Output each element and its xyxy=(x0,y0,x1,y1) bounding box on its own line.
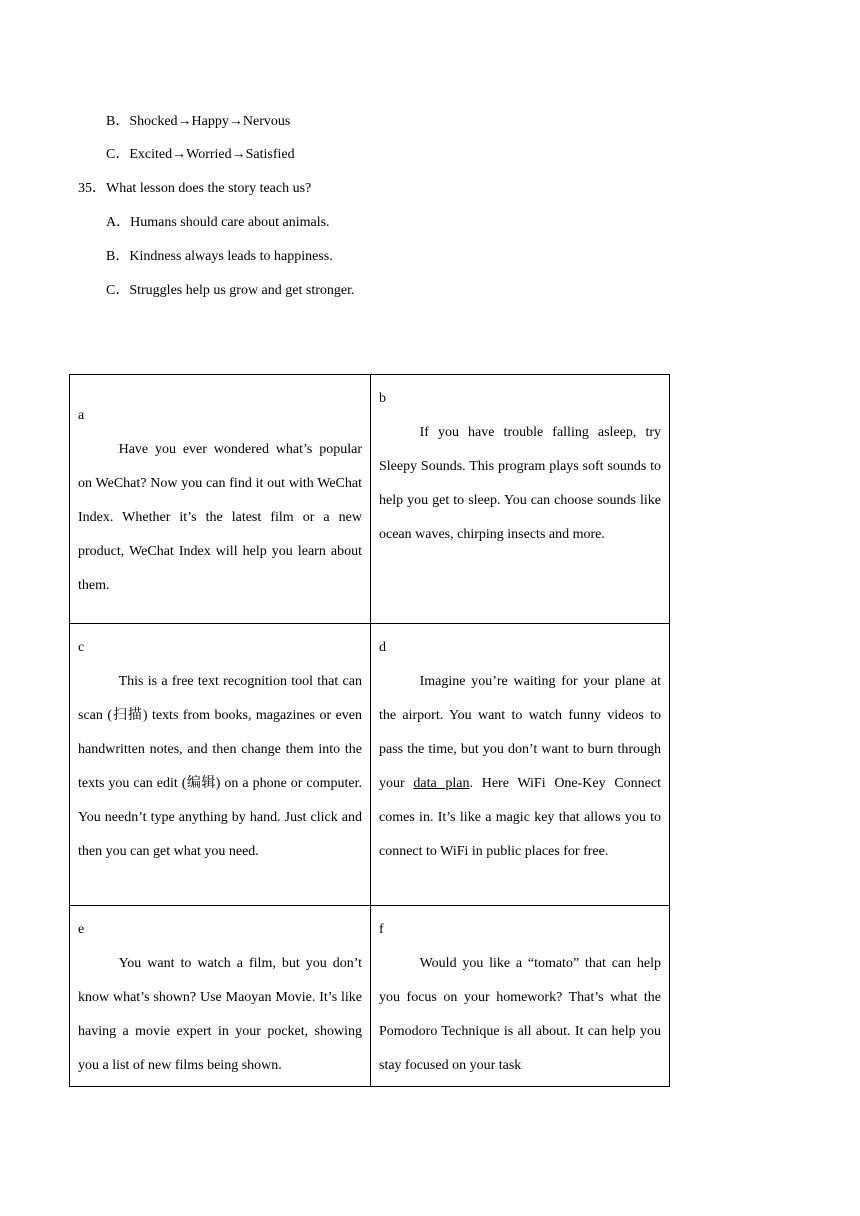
q35-option-c: C．Struggles help us grow and get stronger. xyxy=(106,283,355,298)
cell-a xyxy=(70,375,371,624)
cell-letter: e xyxy=(78,922,85,937)
cell-e-text: You want to watch a film, but you don’t know what’s shown? Use Maoyan Movie. It’s like having a movie expert in your pocket, showing you a list of new films being shown. xyxy=(78,956,362,1073)
cell-d-text xyxy=(379,665,661,869)
cell-letter: f xyxy=(379,922,384,937)
cell-e xyxy=(70,906,371,1087)
cell-c-text: This is a free text recognition tool that can scan (扫描) texts from books, magazines or even handwritten notes, and then change them into the texts you can edit (编辑) on a phone or computer. You needn’t type anything by hand. Just click and then you can get what you need. xyxy=(78,674,362,859)
q35-stem: 35．What lesson does the story teach us? xyxy=(78,181,312,196)
cell-letter: a xyxy=(78,408,85,423)
cell-a-text: Have you ever wondered what’s popular on WeChat? Now you can find it out with WeChat Index. Whether it’s the latest film or a new product, WeChat Index will help you learn about them. xyxy=(78,442,362,593)
cell-letter: b xyxy=(379,391,386,406)
cell-f xyxy=(371,906,670,1087)
cell-b xyxy=(371,375,670,624)
q34-option-b: B．Shocked→Happy→Nervous xyxy=(106,114,291,129)
cell-letter: d xyxy=(379,640,386,655)
app-descriptions-table xyxy=(69,374,670,1087)
cell-d-text-before: Imagine you’re waiting for your plane at the airport. You want to watch funny videos to pass the time, but you don’t want to burn through your xyxy=(379,674,661,791)
q35-option-b: B．Kindness always leads to happiness. xyxy=(106,249,333,264)
q35-option-a: A．Humans should care about animals. xyxy=(106,215,330,230)
cell-b-text: If you have trouble falling asleep, try Sleepy Sounds. This program plays soft sounds to help you get to sleep. You can choose sounds like ocean waves, chirping insects and more. xyxy=(379,425,661,542)
cell-letter: c xyxy=(78,640,85,655)
cell-f-text: Would you like a “tomato” that can help you focus on your homework? That’s what the Pomodoro Technique is all about. It can help you stay focused on your task xyxy=(379,956,661,1073)
data-plan-underlined: data plan xyxy=(413,776,470,791)
cell-c xyxy=(70,624,371,906)
cell-d xyxy=(371,624,670,906)
cell-d-text-after: . Here WiFi One-Key Connect comes in. It’s like a magic key that allows you to connect to WiFi in public places for free. xyxy=(379,776,661,859)
q34-option-c: C．Excited→Worried→Satisfied xyxy=(106,147,295,162)
